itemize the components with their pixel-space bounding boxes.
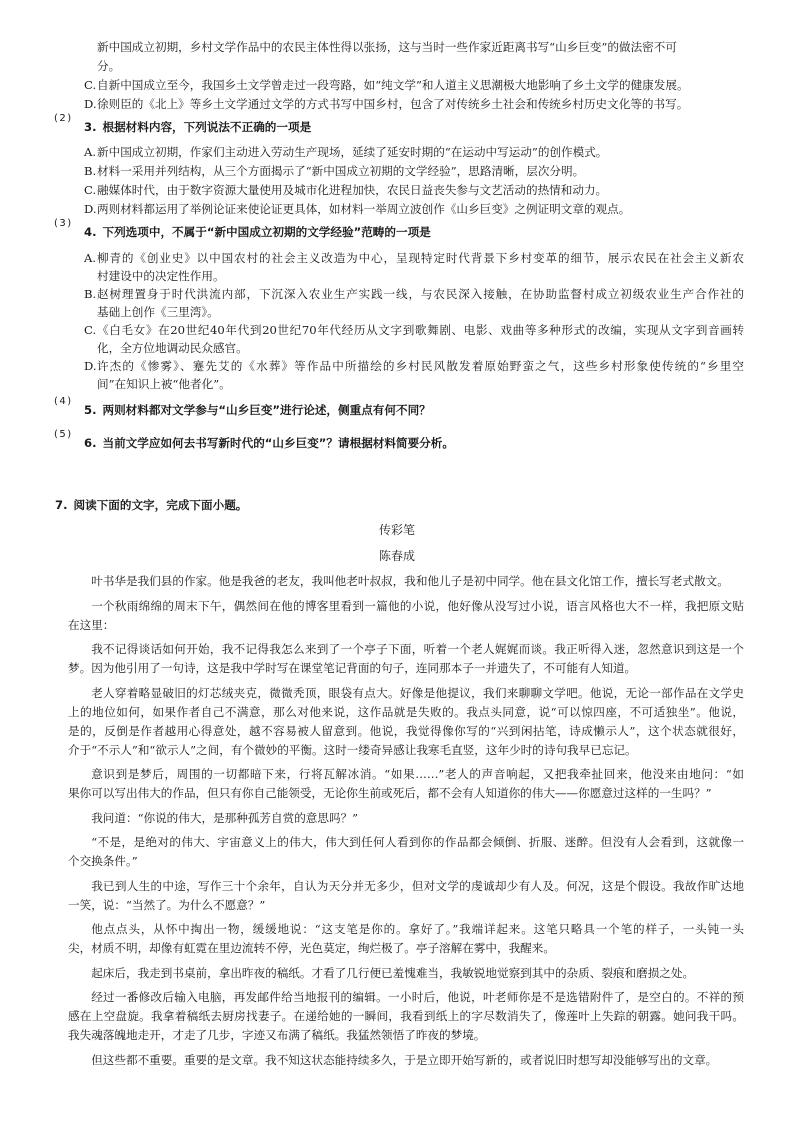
paragraph-line: 叶书华是我们县的作家。他是我爸的老友，我叫他老叶叔叔，我和他儿子是初中同学。他在县文化馆工作，擅长写老式散文。 [91,574,729,588]
previous-question-options [84,38,744,114]
section-number: 7. [55,498,68,512]
paragraph [68,877,744,915]
option-label: D. [84,359,97,373]
paragraph [68,920,744,958]
passage-title: 传彩笔 [378,523,415,537]
option-c [84,76,744,95]
question-header [54,429,744,452]
paragraph-line: 我问道：“你说的伟大，是那种孤芳自赏的意思吗？” [91,810,359,825]
option-text [97,143,744,162]
question-header [54,218,744,241]
option-line: 基础上创作《三里湾》。 [97,305,219,319]
option-text [97,181,744,200]
question-6 [54,429,744,452]
paragraph-line: 但这些都不重要。重要的是文章。我不知这状态能持续多久，于是立即开始写新的，或者说旧时想写却没能够写出的文章。 [91,1052,718,1067]
option-label: A. [84,251,97,265]
option-text [97,95,744,114]
paragraph-line: 经过一番修改后输入电脑，再发邮件给当地报刊的编辑。一小时后，他说，叶老师你是不是选错附件了，是空白的。不祥的预 [91,990,744,1004]
option-continued [84,38,744,76]
paragraph [68,640,744,678]
option-line: 自新中国成立至今，我国乡土文学曾走过一段弯路，如“纯文学”和人道主义思潮极大地影响了乡土文学的健康发展。 [97,78,689,92]
option-text [97,38,744,76]
paragraph-line: 是的，反倒是作者越用心得意处，越不容易被人留意到。他说，我觉得像你写的“兴到闲拈笔，诗成懒示人”，这个状态就很好， [68,723,744,738]
option-line: 材料一采用并列结构，从三个方面揭示了“新中国成立初期的文学经验”，思路清晰，层次分明。 [97,164,585,178]
paragraph [68,964,744,983]
question-number: 3. [84,120,97,134]
option-d [84,95,744,114]
option-text [97,249,744,285]
option-c [84,321,744,357]
sub-question-marker: (4) [54,396,73,407]
option-label: B. [84,287,97,301]
paragraph-line: 个交换条件。” [68,854,138,868]
option-line: 许杰的《惨雾》、蹇先艾的《水葬》等作品中所描绘的乡村民风散发着原始野蛮之气，这些乡村形象使传统的“乡里空 [97,359,744,373]
passage-body [68,572,744,1075]
question-header [54,396,744,419]
option-label: C. [84,323,97,337]
paragraph [68,572,744,591]
option-line: 化，全方位地调动民众感官。 [97,341,248,355]
option-label: B. [84,164,97,178]
paragraph-line: 老人穿着略显破旧的灯芯绒夹克，微微秃顶，眼袋有点大。好像是他提议，我们来聊聊文学吧。他说，无论一部作品在文学史 [91,685,744,700]
option-line: 赵树理置身于时代洪流内部，下沉深入农业生产实践一线，与农民深入接触，在协助监督村成立初级农业生产合作社的 [97,287,744,301]
option-label: D. [84,97,97,111]
option-text [97,200,744,219]
paragraph [68,833,744,871]
option-b [84,162,744,181]
option-line: 两则材料都运用了举例论证来使论证更具体，如材料一举周立波创作《山乡巨变》之例证明文章的观点。 [97,202,631,216]
question-header [54,113,744,136]
option-line: 《白毛女》在20世纪40年代到20世纪70年代经历从文字到歌舞剧、电影、戏曲等多种形式的改编，实现从文字到音画转 [97,323,744,337]
paragraph [68,809,744,828]
option-line: 分。 [97,59,121,73]
question-stem: 下列选项中，不属于“新中国成立初期的文学经验”范畴的一项是 [102,225,431,239]
section-instruction [55,496,247,514]
option-a [84,143,744,162]
paragraph [68,597,744,635]
option-line: 间”在知识上被“他者化”。 [97,377,231,391]
option-text [97,321,744,357]
sub-question-marker: (2) [54,113,73,124]
paragraph-line: 介于“不示人”和“欲示人”之间，有个微妙的平衡。这时一缕奇异感让我寒毛直竖，这年少时的诗句我早已忘记。 [68,742,637,757]
question-number: 6. [84,436,97,450]
option-label: A. [84,145,97,159]
paragraph [68,988,744,1045]
sub-question-marker: (3) [54,218,73,229]
paragraph-line: 在这里： [68,617,115,632]
paragraph-line: 一个秋雨绵绵的周末下午，偶然间在他的博客里看到一篇他的小说，他好像从没写过小说，语言风格也大不一样，我把原文贴 [91,598,744,613]
paragraph-line: “不是，是绝对的伟大、宇宙意义上的伟大，伟大到任何人看到你的作品都会倾倒、折服、迷醉。但没有人会看到，这就像一 [91,835,744,849]
option-text [97,76,744,95]
option-line: 融媒体时代，由于数字资源大量使用及城市化进程加快，农民日益丧失参与文艺活动的热情和动力。 [97,183,608,197]
paragraph-line: 意识到是梦后，周围的一切都暗下来，行将瓦解冰消。“如果……”老人的声音响起，又把我牵扯回来，他没来由地问：“如 [91,767,744,781]
paragraph-line: 感在上空盘旋。我拿着稿纸去厨房找妻子。在递给她的一瞬间，我看到纸上的字尽数消失了，像莲叶上失踪的朝露。她问我干吗。 [68,1009,744,1023]
option-b [84,285,744,321]
option-line: 徐则臣的《北上》等乡土文学通过文学的方式书写中国乡村，包含了对传统乡土社会和传统乡村历史文化等的书写。 [97,97,689,111]
option-label: D. [84,202,97,216]
paragraph-line: 我不记得谈话如何开始，我不记得我怎么来到了一个亭子下面，听着一个老人娓娓而谈。我正听得入迷，忽然意识到这是一个 [91,642,744,656]
question-3 [54,113,744,219]
paragraph [68,684,744,760]
paragraph [68,765,744,803]
paragraph-line: 我已到人生的中途，写作三十个余年，自认为天分并无多少，但对文学的虔诚却少有人及。何况，这是个假设。我故作旷达地 [91,878,744,893]
instruction-text: 阅读下面的文字，完成下面小题。 [73,498,248,512]
paragraph-line: 果你可以写出伟大的作品，但只有你自己能领受，无论你生前或死后，都不会有人知道你的伟大——你愿意过这样的一生吗？” [68,786,712,800]
paragraph-line: 上的地位如何，如果作者自己不满意，那么对他来说，这作品就是失败的。我点头同意，说“可以惊四座，不可适独坐”。他说， [68,704,744,719]
paragraph-line: 起床后，我走到书桌前，拿出昨夜的稿纸。才看了几行便已羞愧难当，我敏锐地觉察到其中的杂质、裂痕和磨损之处。 [91,965,695,980]
option-a [84,249,744,285]
option-line: 村建设中的决定性作用。 [97,269,225,283]
question-stem: 两则材料都对文学参与“山乡巨变”进行论述，侧重点有何不同？ [102,403,431,417]
option-line: 新中国成立初期，作家们主动进入劳动生产现场，延续了延安时期的“在运动中写运动”的创作模式。 [97,145,608,159]
option-c [84,181,744,200]
question-stem: 当前文学应如何去书写新时代的“山乡巨变”？请根据材料简要分析。 [102,436,454,450]
option-list [84,249,744,393]
option-label [84,38,97,76]
question-stem: 根据材料内容，下列说法不正确的一项是 [102,120,312,134]
option-line: 柳青的《创业史》以中国农村的社会主义改造为中心，呈现特定时代背景下乡村变革的细节，展示农民在社会主义新农 [97,251,744,265]
option-label: C. [84,78,97,92]
paragraph-line: 一笑，说：“当然了。为什么不愿意？” [68,897,266,912]
paragraph-line: 梦。因为他引用了一句诗，这是我中学时写在课堂笔记背面的句子，连同那本子一并遗失了，不可能有人知道。 [68,661,637,675]
question-5 [54,396,744,419]
paragraph [68,1051,744,1070]
question-number: 4. [84,225,97,239]
sub-question-marker: (5) [54,429,73,440]
option-label: C. [84,183,97,197]
option-line: 新中国成立初期，乡村文学作品中的农民主体性得以张扬，这与当时一些作家近距离书写“山乡巨变”的做法密不可 [97,40,677,54]
question-4 [54,218,744,393]
paragraph-line: 他点点头，从怀中掏出一物，缓缓地说：“这支笔是你的。拿好了。”我端详起来。这笔只略具一个笔的样子，一头钝一头 [91,922,744,936]
paragraph-line: 尖，材质不明，却像有虹霓在里边流转不停，光色莫定，绚烂极了。亭子溶解在雾中，我醒来。 [68,941,555,955]
option-d [84,357,744,393]
option-text [97,285,744,321]
option-text [97,357,744,393]
option-list [84,143,744,219]
paragraph-line: 我失魂落魄地走开，才走了几步，字迹又布满了稿纸。我猛然领悟了昨夜的梦境。 [68,1028,486,1042]
option-d [84,200,744,219]
option-text [97,162,744,181]
passage-author: 陈春成 [378,549,415,563]
question-number: 5. [84,403,97,417]
